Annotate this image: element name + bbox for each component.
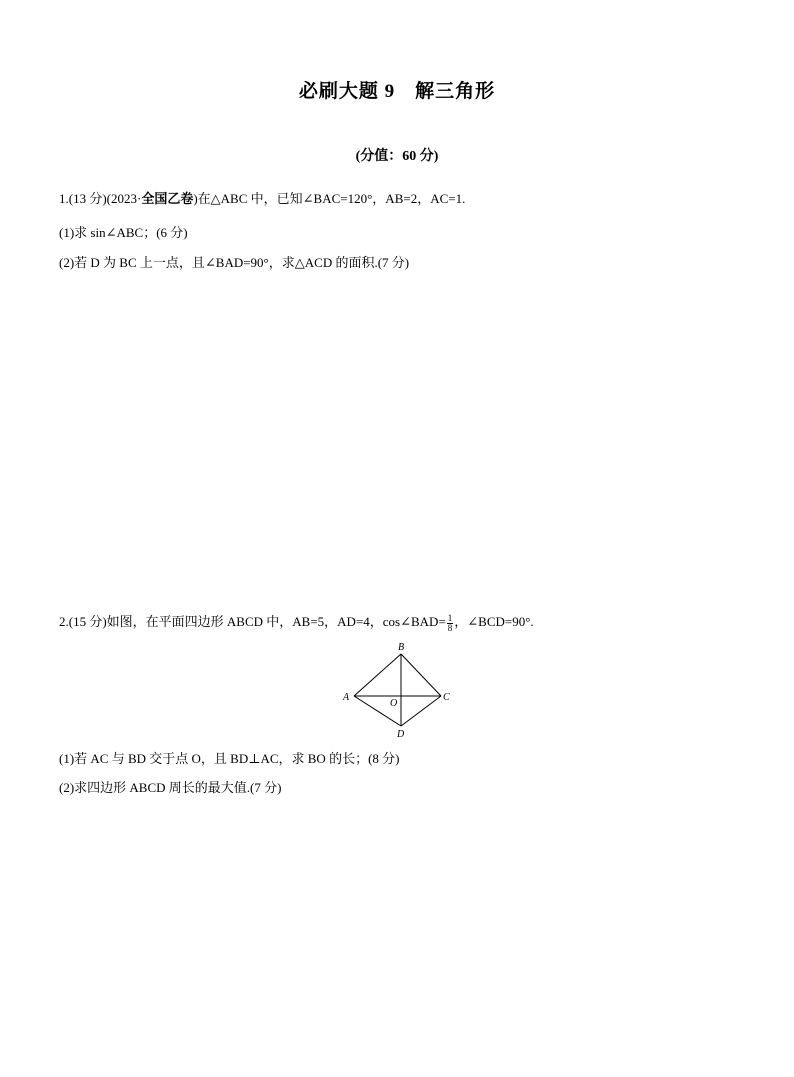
label-o: O bbox=[390, 698, 398, 709]
problem-2-stem-prefix: 2.(15 分)如图，在平面四边形 ABCD 中，AB=5，AD=4，cos∠BAD= bbox=[59, 614, 446, 629]
side-bc bbox=[401, 654, 441, 696]
problem-2-part-2: (2)求四边形 ABCD 周长的最大值.(7 分) bbox=[59, 780, 282, 795]
cos-fraction bbox=[447, 614, 454, 633]
problem-1-part-1: (1)求 sin∠ABC；(6 分) bbox=[59, 225, 188, 240]
label-a: A bbox=[343, 692, 350, 703]
quadrilateral-figure bbox=[335, 638, 460, 740]
problem-1-stem-suffix: )在△ABC 中，已知∠BAC=120°，AB=2，AC=1. bbox=[193, 191, 466, 206]
side-ab bbox=[354, 654, 401, 696]
label-d: D bbox=[397, 729, 405, 740]
page-title: 必刷大题 9 解三角形 bbox=[298, 81, 496, 102]
problem-1-stem-prefix: 1.(13 分)(2023· bbox=[59, 191, 142, 206]
fraction-denominator: 8 bbox=[447, 622, 453, 633]
problem-2-stem bbox=[59, 611, 534, 633]
problem-2-part-1: (1)若 AC 与 BD 交于点 O，且 BD⊥AC，求 BO 的长；(8 分) bbox=[59, 751, 400, 766]
problem-1-source: 全国乙卷 bbox=[141, 191, 194, 206]
problem-2-stem-suffix: ，∠BCD=90°. bbox=[454, 614, 534, 629]
label-b: B bbox=[398, 642, 405, 653]
problem-1-stem bbox=[59, 188, 465, 207]
label-c: C bbox=[443, 692, 450, 703]
score-info: (分值：60 分) bbox=[355, 149, 439, 164]
problem-1-part-2: (2)若 D 为 BC 上一点，且∠BAD=90°，求△ACD 的面积.(7 分) bbox=[59, 255, 410, 270]
side-cd bbox=[401, 696, 441, 726]
fraction-numerator: 1 bbox=[447, 612, 453, 623]
